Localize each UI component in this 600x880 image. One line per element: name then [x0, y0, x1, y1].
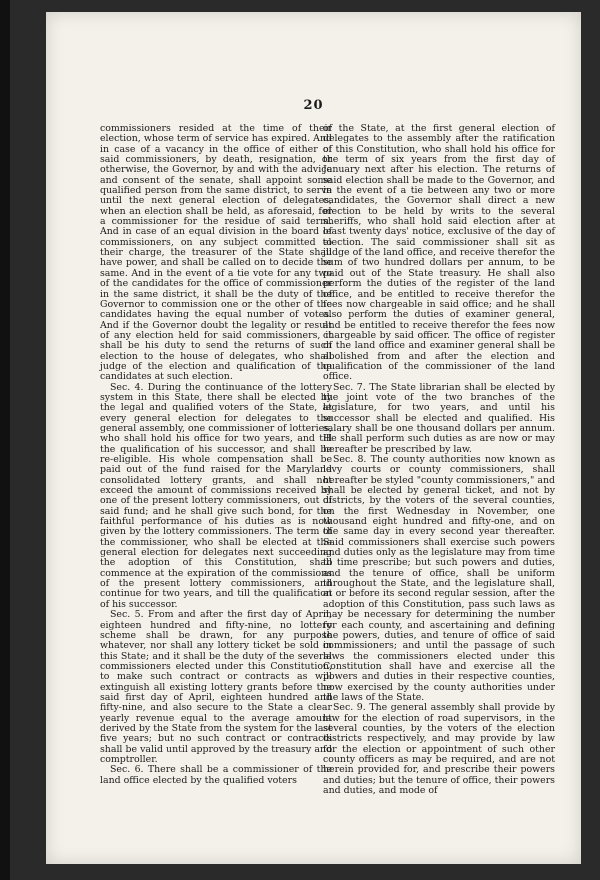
document-page	[46, 12, 581, 864]
paragraph-commissioners-election: commissioners resided at the time of their election, whose term of service has expired. And in case of a vacancy in the office of either of said commissioners, by death, resignation, or otherwise, the Governor, by and with the advice and consent of the senate, shall appoint some qualified person from the same district, to serve until the next general election of delegates, when an election shall be held, as aforesaid, for a commissioner for the residue of said term. And in case of an equal division in the board of commissioners, on any subject committed to their charge, the treasurer of the State shall have power, and shall be called on to decide the same. And in the event of a tie vote for any two of the candidates for the office of commissioner in the same district, it shall be the duty of the Governor to commission one or the other of the candidates having the equal number of votes. And if the Governor doubt the legality or result of any election held for said commissioners, it shall be his duty to send the returns of such election to the house of delegates, who shall judge of the election and qualification of the candidates at such election.	[100, 123, 332, 383]
paragraph-section-6: Sec. 6. There shall be a commissioner of the land office elected by the qualified voters	[100, 764, 332, 786]
paragraph-section-7: Sec. 7. The State librarian shall be elected by the joint vote of the two branches of the legislature, for two years, and until his successor shall be elected and qualified. His salary shall be one thousand dollars per annum. He shall perform such duties as are now or may hereafter be prescribed by law.	[323, 381, 555, 455]
paragraph-land-office: of the State, at the first general election of delegates to the assembly after the ratification of this Constitution, who shall hold his office for the term of six years from the first day of January next after his election. The returns of said election shall be made to the Governor, and in the event of a tie between any two or more candidates, the Governor shall direct a new election to be held by writs to the several sheriffs, who shall hold said election after at least twenty days' notice, exclusive of the day of election. The said commissioner shall sit as judge of the land office, and receive therefor the sum of two hundred dollars per annum, to be paid out of the State treasury. He shall also perform the duties of the register of the land office, and be entitled to receive therefor the fees now chargeable in said office; and he shall also perform the duties of examiner general, and be entitled to receive therefor the fees now chargeable by said officer. The office of register of the land office and examiner general shall be abolished from and after the election and qualification of the commissioner of the land office.	[323, 123, 555, 383]
paragraph-section-4: Sec. 4. During the continuance of the lottery system in this State, there shall be elected by the legal and qualified voters of the State, at every general election for delegates to the general assembly, one commissioner of lotteries, who shall hold his office for two years, and till the qualification of his successor, and shall be re-eligible. His whole compensation shall be paid out of the fund raised for the Maryland consolidated lottery grants, and shall not exceed the amount of commissions received by one of the present lottery commissioners, out of said fund; and he shall give such bond, for the faithful performance of his duties as is now given by the lottery commissioners. The term of the commissioner, who shall be elected at the general election for delegates next succeeding the adoption of this Constitution, shall commence at the expiration of the commissions of the present lottery commissioners, and continue for two years, and till the qualification of his successor.	[100, 381, 332, 610]
paragraph-section-8: Sec. 8. The county authorities now known as levy courts or county commissioners, shall hereafter be styled "county commissioners," and shall be elected by general ticket, and not by districts, by the voters of the several counties, on the first Wednesday in November, one thousand eight hundred and fifty-one, and on the same day in every second year thereafter. Said commissioners shall exercise such powers and duties only as the legislature may from time to time prescribe; but such powers and duties, and the tenure of office, shall be uniform throughout the State, and the legislature shall, at or before its second regular session, after the adoption of this Constitution, pass such laws as may be necessary for determining the number for each county, and ascertaining and defining the powers, duties, and tenure of office of said commissioners; and until the passage of such laws the commissioners elected under this Constitution shall have and exercise all the powers and duties in their respective counties, now exercised by the county authorities under the laws of the State.	[323, 454, 555, 703]
left-column	[100, 124, 332, 786]
right-column	[323, 124, 555, 796]
paragraph-section-9: Sec. 9. The general assembly shall provide by law for the election of road supervisors, in the several counties, by the voters of the election districts respectively, and may provide by law for the election or appointment of such other county officers as may be required, and are not herein provided for, and prescribe their powers and duties; but the tenure of office, their powers and duties, and mode of	[323, 702, 555, 796]
page-number: 20	[303, 98, 324, 113]
scan-border	[0, 0, 10, 880]
paragraph-section-5: Sec. 5. From and after the first day of April, eighteen hundred and fifty-nine, no lottery scheme shall be drawn, for any purpose whatever, nor shall any lottery ticket be sold in this State; and it shall be the duty of the several commissioners elected under this Constitution, to make such contract or contracts as will extinguish all existing lottery grants before the said first day of April, eighteen hundred and fifty-nine, and also secure to the State a clear yearly revenue equal to the average amount derived by the State from the system for the last five years; but no such contract or contracts shall be valid until approved by the treasury and comptroller.	[100, 609, 332, 765]
